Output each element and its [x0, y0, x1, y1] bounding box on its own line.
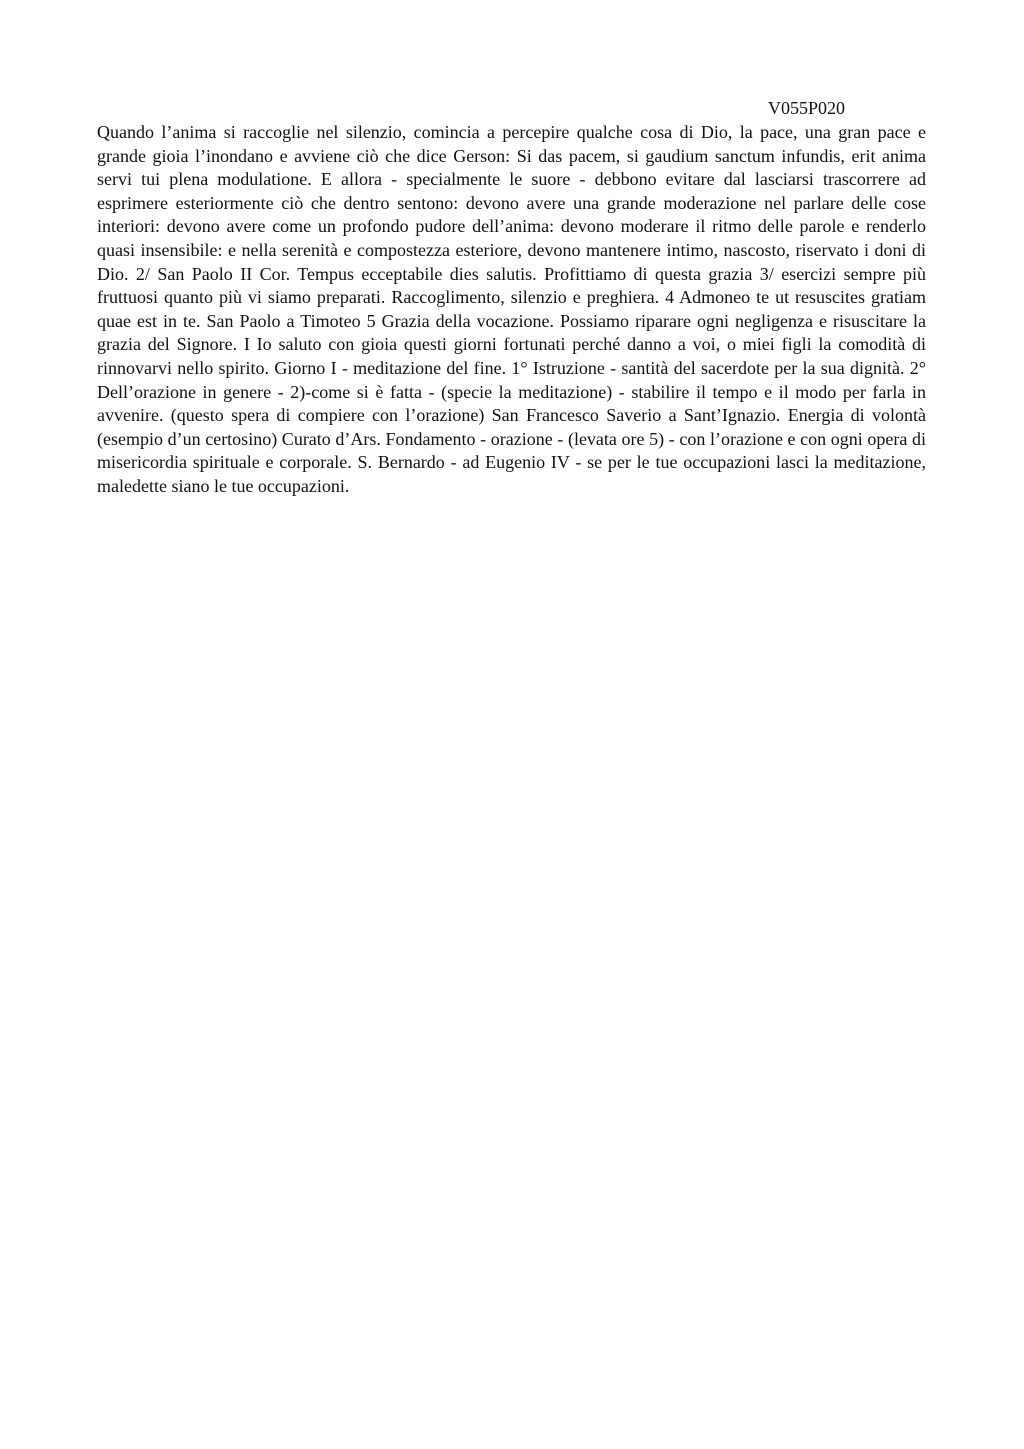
page-code: V055P020 — [768, 98, 846, 118]
body-text: Quando l’anima si raccoglie nel silenzio, comincia a percepire qualche cosa di Dio, la pace, una gran pace e grande gioia l’inondano e avviene ciò che dice Gerson: Si das pacem, si gaudium sanctum infundis, erit anima servi tui plena modulatione. E allora - specialmente le suore - debbono evitare dal lasciarsi trascorrere ad esprimere esteriormente ciò che dentro sentono: devono avere una grande moderazione nel parlare delle cose interiori: devono avere come un profondo pudore dell’anima: devono moderare il ritmo delle parole e renderlo quasi insensibile: e nella serenità e compostezza esteriore, devono mantenere intimo, nascosto, riservato i doni di Dio. 2/ San Paolo II Cor. Tempus ecceptabile dies salutis. Profittiamo di questa grazia 3/ esercizi sempre più fruttuosi quanto più vi siamo preparati. Raccoglimento, silenzio e preghiera. 4 Admoneo te ut resuscites gratiam quae est in te. San Paolo a Timoteo 5 Grazia della vocazione. Possiamo riparare ogni negligenza e risuscitare la grazia del Signore. I Io saluto con gioia questi giorni fortunati perché danno a voi, o miei figli la comodità di rinnovarvi nello spirito. Giorno I - meditazione del fine. 1° Istruzione - santità del sacerdote per la sua dignità. 2° Dell’orazione in genere - 2)-come si è fatta - (specie la meditazione) - stabilire il tempo e il modo per farla in avvenire. (questo spera di compiere con l’orazione) San Francesco Saverio a Sant’Ignazio. Energia di volontà (esempio d’un certosino) Curato d’Ars. Fondamento - orazione - (levata ore 5) - con l’orazione e con ogni opera di misericordia spirituale e corporale. S. Bernardo - ad Eugenio IV - se per le tue occupazioni lasci la meditazione, maledette siano le tue occupazioni. — [97, 122, 926, 496]
